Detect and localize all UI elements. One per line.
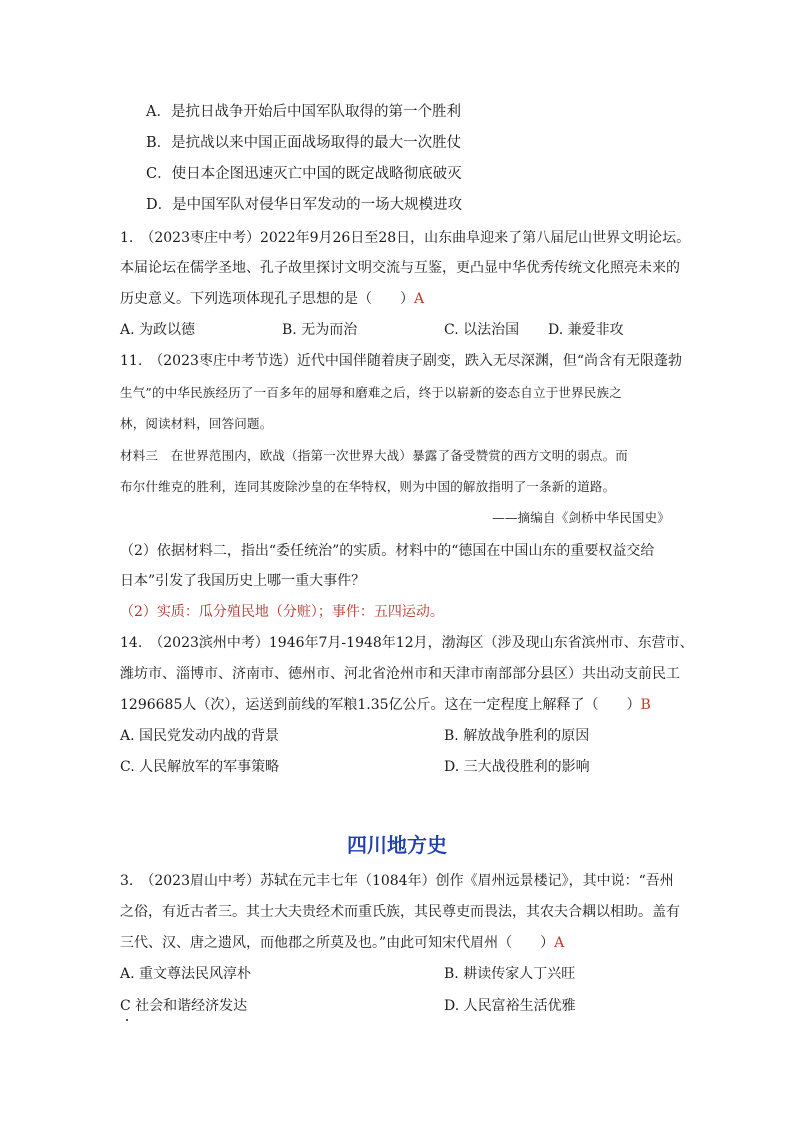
- q1-options: [120, 320, 720, 340]
- q11-answer: （2）实质：瓜分殖民地（分赃）；事件：五四运动。: [120, 604, 444, 620]
- q14-option-b: B. 解放战争胜利的原因: [444, 728, 590, 744]
- q3-options-row2: [120, 996, 720, 1016]
- section-title: 四川地方史: [347, 833, 447, 857]
- stray-dot: [126, 1019, 128, 1021]
- q3-option-b: B. 耕读传家人丁兴旺: [444, 966, 576, 982]
- q3-stem-line2: 之俗，有近古者三。其士大夫贵经术而重氏族，其民尊吏而畏法，其农夫合耦以相助。盖有: [120, 904, 680, 920]
- q3-option-c: C 社会和谐经济发达: [120, 998, 248, 1014]
- q3-option-a: A. 重文尊法民风淳朴: [120, 966, 252, 982]
- q14-stem-line3: 1296685人（次），运送到前线的军粮1.35亿公斤。这在一定程度上解释了（ ）B: [120, 697, 651, 713]
- q1-stem-line3: 历史意义。下列选项体现孔子思想的是（ ）A: [120, 291, 425, 307]
- q1-answer: A: [414, 291, 425, 307]
- q3-stem-line1: 3. （2023眉山中考）苏轼在元丰七年（1084年）创作《眉州远景楼记》，其中说：“吾州: [120, 873, 674, 889]
- q1-option-c: C. 以法治国: [444, 322, 520, 338]
- option-d: D．是中国军队对侵华日军发动的一场大规模进攻: [146, 197, 463, 213]
- q1-option-d: D. 兼爱非攻: [548, 322, 624, 338]
- q14-answer: B: [640, 697, 651, 713]
- option-a: A．是抗日战争开始后中国军队取得的第一个胜利: [146, 104, 461, 120]
- q14-stem-line1: 14. （2023滨州中考）1946年7月-1948年12月，渤海区（涉及现山东省滨州市、东营市、: [120, 635, 694, 651]
- option-b: B．是抗战以来中国正面战场取得的最大一次胜仗: [146, 135, 462, 151]
- q3-answer: A: [554, 935, 565, 951]
- option-c: C．使日本企图迅速灭亡中国的既定战略彻底破灭: [146, 166, 462, 182]
- q14-stem-line2: 潍坊市、淄博市、济南市、德州市、河北省沧州市和天津市南部部分县区）共出动支前民工: [120, 666, 680, 682]
- q1-stem-line1: 1. （2023枣庄中考）2022年9月26日至28日，山东曲阜迎来了第八届尼山世界文明论坛。: [120, 230, 691, 246]
- q11-sub-line2: 日本”引发了我国历史上哪一重大事件？: [120, 573, 366, 589]
- q11-sub-line1: （2）依据材料二，指出“委任统治”的实质。材料中的“德国在中国山东的重要权益交给: [120, 543, 655, 559]
- q1-option-a: A. 为政以德: [120, 322, 196, 338]
- q1-option-b: B. 无为而治: [282, 322, 358, 338]
- q14-options-row1: [120, 726, 720, 746]
- q14-option-d: D. 三大战役胜利的影响: [444, 759, 590, 775]
- q14-option-c: C. 人民解放军的军事策略: [120, 759, 280, 775]
- q11-source: ——摘编自《剑桥中华民国史》: [492, 510, 670, 525]
- q3-option-d: D. 人民富裕生活优雅: [444, 998, 576, 1014]
- q3-stem-line3: 三代、汉、唐之遗风，而他郡之所莫及也。”由此可知宋代眉州（ ）A: [120, 935, 565, 951]
- q1-stem-line2: 本届论坛在儒学圣地、孔子故里探讨文明交流与互鉴，更凸显中华优秀传统文化照亮未来的: [120, 260, 680, 276]
- q11-stem-line2: 生气”的中华民族经历了一百多年的屈辱和磨难之后，终于以崭新的姿态自立于世界民族之: [120, 385, 622, 400]
- q14-options-row2: [120, 757, 720, 777]
- q11-material-line1: 材料三 在世界范围内，欧战（指第一次世界大战）暴露了备受赞赏的西方文明的弱点。而: [120, 448, 629, 463]
- q14-option-a: A. 国民党发动内战的背景: [120, 728, 280, 744]
- q11-stem-line3: 林，阅读材料，回答问题。: [120, 416, 273, 431]
- q3-options-row1: [120, 964, 720, 984]
- q11-stem-line1: 11. （2023枣庄中考节选）近代中国伴随着庚子剧变，跌入无尽深渊，但“尚含有无限蓬勃: [120, 353, 683, 369]
- q11-material-line2: 布尔什维克的胜利，连同其废除沙皇的在华特权，则为中国的解放指明了一条新的道路。: [120, 479, 616, 494]
